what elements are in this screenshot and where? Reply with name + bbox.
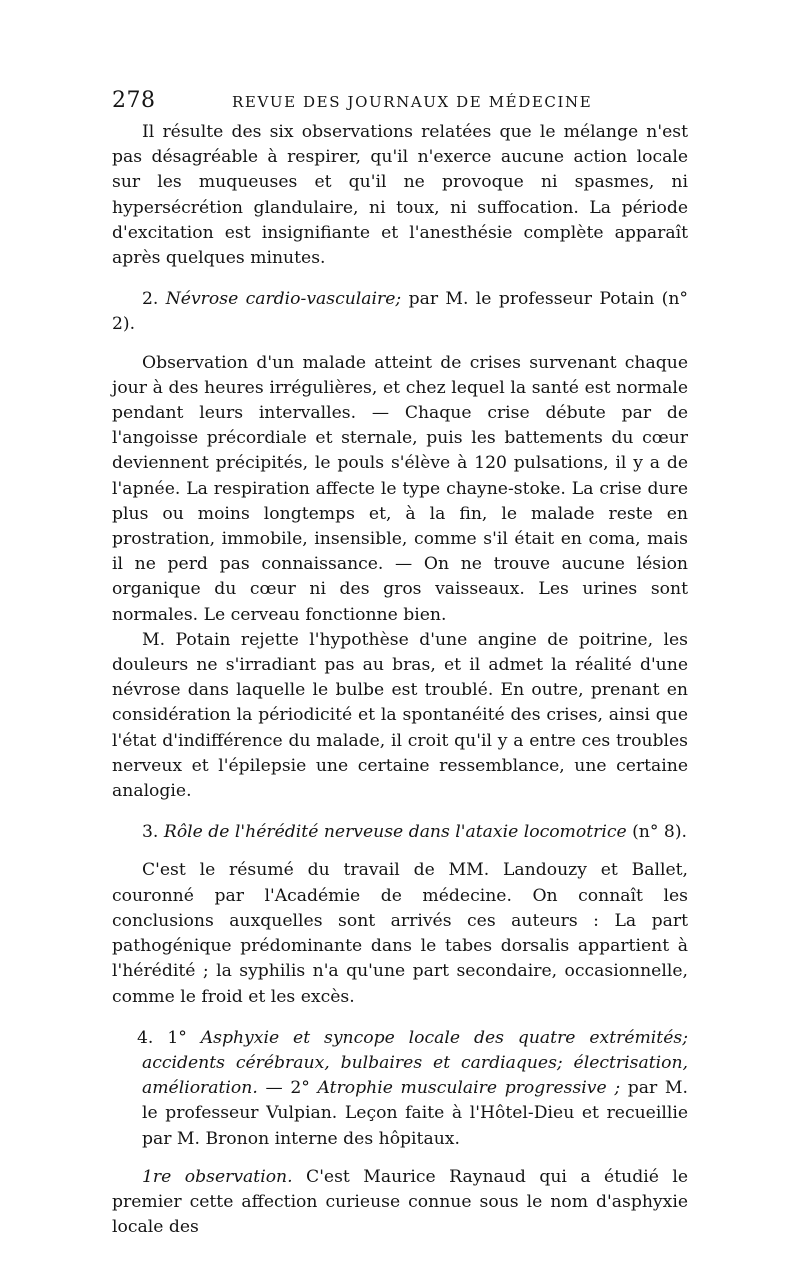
item-2-title: Atrophie musculaire progressive ; xyxy=(317,1078,621,1099)
section-title: Névrose cardio-vasculaire; xyxy=(165,289,402,310)
item-1-number: 1° xyxy=(167,1027,201,1048)
observation-lead: 1re observation. xyxy=(142,1166,293,1187)
section-heading-4 xyxy=(112,1026,688,1152)
item-2-author: par M. le professeur Vulpian. Leçon faite à l'Hôtel-Dieu et recueillie par M. Bronon interne des hôpitaux. xyxy=(142,1078,688,1149)
item-2-number: 2° xyxy=(290,1078,318,1099)
item-1-title: Asphyxie et syncope locale des quatre extrémités; accidents cérébraux, bulbaires et cardiaques; électrisation, amélioration. xyxy=(142,1027,688,1099)
running-title: REVUE DES JOURNAUX DE MÉDECINE xyxy=(232,93,593,111)
paragraph-observation: Observation d'un malade atteint de crises survenant chaque jour à des heures irrégulières, et chez lequel la santé est normale pendant leurs intervalles. — Chaque crise débute par de l'angoisse précordiale et sternale, puis les battements du cœur deviennent précipités, le pouls s'élève à 120 pulsations, il y a de l'apnée. La respiration affecte le type chayne-stoke. La crise dure plus ou moins longtemps et, à la fin, le malade reste en prostration, immobile, insensible, comme s'il était en coma, mais il ne perd pas connaissance. — On ne trouve aucune lésion organique du cœur ni des gros vaisseaux. Les urines sont normales. Le cerveau fonctionne bien. xyxy=(112,352,688,625)
section-number: 3. xyxy=(142,822,159,843)
paragraph-potain-analysis: M. Potain rejette l'hypothèse d'une angine de poitrine, les douleurs ne s'irradiant pas au bras, et il admet la réalité d'une névrose dans laquelle le bulbe est troublé. En outre, prenant en considération la périodicité et la spontanéité des crises, ainsi que l'état d'indifférence du malade, il croit qu'il y a entre ces troubles nerveux et l'épilepsie une certaine ressemblance, une certaine analogie. xyxy=(112,629,688,802)
paragraph-anesthesia-conclusion: Il résulte des six observations relatées que le mélange n'est pas désagréable à respirer, qu'il n'exerce aucune action locale sur les muqueuses et qu'il ne provoque ni spasmes, ni hypersécrétion glandulaire, ni toux, ni suffocation. La période d'excitation est insignifiante et l'anesthésie complète apparaît après quelques minutes. xyxy=(112,122,688,269)
section-number: 4. xyxy=(137,1027,154,1048)
section-title: Rôle de l'hérédité nerveuse dans l'ataxie locomotrice xyxy=(163,822,627,843)
paragraph-first-observation xyxy=(112,1165,688,1241)
section-heading-3 xyxy=(112,820,688,845)
section-ref: (n° 8). xyxy=(626,822,688,843)
page-number: 278 xyxy=(112,88,156,113)
running-head xyxy=(112,88,688,118)
section-number: 2. xyxy=(142,289,159,310)
section-heading-2 xyxy=(112,287,688,337)
section-author: par M. le professeur Potain (n° 2). xyxy=(112,289,689,335)
page xyxy=(112,88,688,1240)
dash: — xyxy=(257,1078,283,1099)
paragraph-heredity-summary: C'est le résumé du travail de MM. Landouzy et Ballet, couronné par l'Académie de médecine. On connaît les conclusions auxquelles sont arrivés ces auteurs : La part pathogénique prédominante dans le tabes dorsalis appartient à l'hérédité ; la syphilis n'a qu'une part secondaire, occasionnelle, comme le froid et les excès. xyxy=(112,860,688,1007)
observation-text: C'est Maurice Raynaud qui a étudié le premier cette affection curieuse connue sous le nom d'asphyxie locale des xyxy=(112,1166,688,1238)
